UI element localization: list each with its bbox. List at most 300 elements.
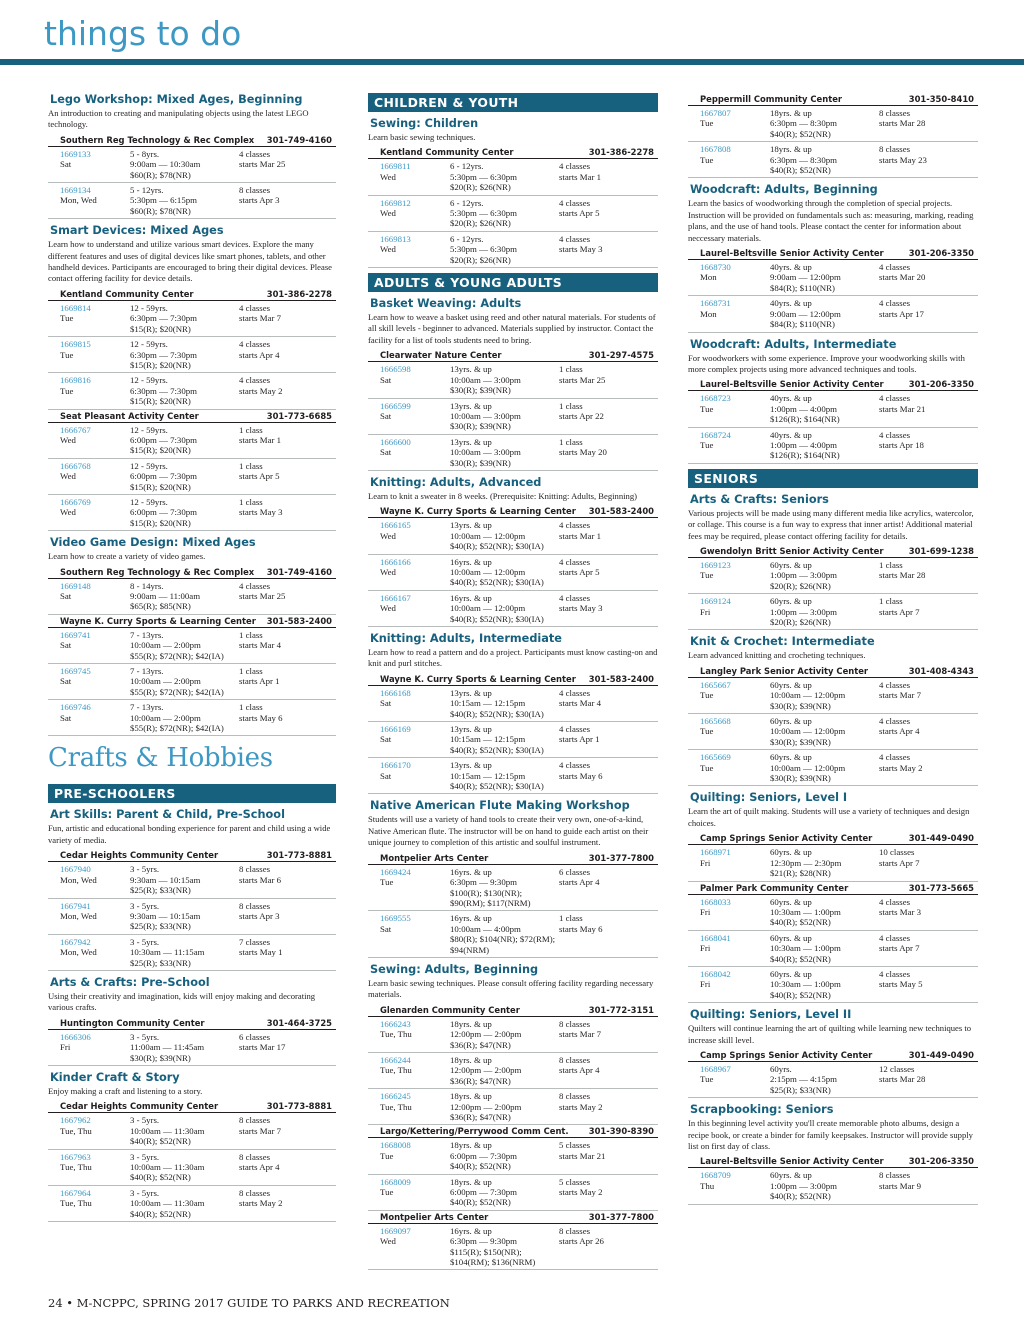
- offering-time: 10:00am — 12:00pm: [450, 530, 526, 541]
- offering-id-cell: [60, 375, 130, 406]
- offering-time: 12:00pm — 2:00pm: [450, 1029, 522, 1040]
- course-block: [48, 93, 336, 219]
- course-title: Lego Workshop: Mixed Ages, Beginning: [50, 93, 303, 106]
- activity-number[interactable]: 1668967: [700, 1063, 731, 1074]
- offering-start: starts Mar 20: [879, 272, 926, 283]
- offering-schedule-cell: [879, 680, 978, 711]
- activity-number[interactable]: 1666170: [380, 760, 411, 771]
- offering-age: 60yrs. & up: [770, 559, 812, 570]
- facility-name: Wayne K. Curry Sports & Learning Center: [60, 615, 256, 626]
- activity-number[interactable]: 1669745: [60, 666, 91, 677]
- offering-age: 18yrs. & up: [450, 1176, 492, 1187]
- offering-fee: $15(R); $20(NR): [130, 396, 191, 407]
- course-title: Woodcraft: Adults, Intermediate: [690, 337, 897, 351]
- facility-name: Camp Springs Senior Activity Center: [700, 1049, 873, 1060]
- course-description: Quilters will continue learning the art of quilting while learning new techniques to increase skill level.: [688, 1023, 972, 1045]
- activity-number[interactable]: 1666306: [60, 1031, 91, 1042]
- offering-detail-cell: [770, 716, 879, 747]
- offering-detail-cell: [770, 393, 879, 424]
- offering-classes: 8 classes: [559, 1225, 591, 1236]
- course-description: Learn how to create a variety of video games.: [48, 551, 206, 562]
- offering-age: 60yrs. & up: [770, 968, 812, 979]
- course-title: Woodcraft: Adults, Beginning: [690, 183, 878, 197]
- offering-day: Wed: [380, 603, 396, 614]
- offering-id-cell: [380, 1055, 450, 1086]
- facility-row: [368, 505, 658, 518]
- offering-detail-cell: [130, 1115, 239, 1146]
- facility-name: Camp Springs Senior Activity Center: [700, 833, 873, 844]
- activity-number[interactable]: 1668731: [700, 298, 731, 309]
- offering-day: Mon, Wed: [60, 195, 97, 206]
- offering-id-cell: [380, 401, 450, 432]
- facility-phone: 301-773-6685: [266, 410, 332, 421]
- offering-day: Fri: [700, 857, 711, 868]
- offering-fee: $20(R); $26(NR): [770, 580, 831, 591]
- offering-day: Wed: [60, 507, 76, 518]
- offering-schedule-cell: [879, 144, 978, 175]
- facility-row: [368, 146, 658, 159]
- offering-classes: 1 class: [559, 364, 583, 375]
- offering-detail-cell: [450, 688, 559, 719]
- offering-day: Mon, Wed: [60, 910, 97, 921]
- activity-number[interactable]: 1666600: [380, 436, 411, 447]
- offering-row: [48, 183, 336, 219]
- offering-row: [48, 664, 336, 700]
- activity-number[interactable]: 1666598: [380, 364, 411, 375]
- facility-row: [48, 1100, 336, 1113]
- facility-name: Cedar Heights Community Center: [60, 850, 219, 861]
- offering-detail-cell: [130, 666, 239, 697]
- offering-start: starts May 3: [559, 603, 603, 614]
- offering-age: 40yrs. & up: [770, 262, 812, 273]
- offering-row: [688, 391, 978, 427]
- offering-schedule-cell: [879, 1170, 978, 1201]
- offering-age: 16yrs. & up: [450, 913, 492, 924]
- offering-detail-cell: [450, 1055, 559, 1086]
- course-title: Video Game Design: Mixed Ages: [50, 536, 256, 550]
- activity-number[interactable]: 1668723: [700, 393, 731, 404]
- offering-classes: 4 classes: [239, 580, 271, 591]
- offering-row: [688, 1062, 978, 1098]
- offering-classes: 4 classes: [879, 429, 911, 440]
- activity-number[interactable]: 1669424: [380, 866, 411, 877]
- header-rule: [0, 59, 1024, 65]
- course-block: [688, 1103, 978, 1204]
- offering-time: 9:00am — 11:00am: [130, 591, 201, 601]
- offering-schedule-cell: [879, 393, 978, 424]
- offering-start: starts May 3: [239, 507, 283, 518]
- offering-age: 3 - 5yrs.: [130, 864, 160, 875]
- offering-time: 10:00am — 3:00pm: [450, 447, 521, 458]
- offering-time: 6:30pm — 9:30pm: [450, 1236, 517, 1247]
- offering-start: starts May 2: [559, 1101, 603, 1112]
- offering-day: Sat: [60, 640, 72, 651]
- activity-number[interactable]: 1669134: [60, 185, 91, 196]
- offering-id-cell: [700, 752, 770, 783]
- facility-phone: 301-206-3350: [908, 248, 974, 259]
- offering-start: starts Mar 1: [559, 171, 602, 182]
- offering-fee: $40(R); $52(NR): [130, 1208, 191, 1219]
- offering-start: starts Apr 1: [239, 676, 280, 687]
- activity-number[interactable]: 1669097: [380, 1225, 411, 1236]
- offering-time: 10:00am — 4:00pm: [450, 923, 521, 934]
- offering-age: 13yrs. & up: [450, 436, 492, 447]
- course-description: An introduction to creating and manipulating objects using the latest LEGO technology.: [48, 108, 309, 130]
- activity-number[interactable]: 1668042: [700, 968, 731, 979]
- offering-day: Wed: [380, 566, 396, 577]
- activity-number[interactable]: 1666165: [380, 520, 411, 531]
- course-title: Quilting: Seniors, Level I: [690, 791, 848, 805]
- offering-id-cell: [700, 262, 770, 293]
- offering-detail-cell: [770, 969, 879, 1000]
- facility-phone: 301-297-4575: [588, 350, 654, 361]
- offering-id-cell: [700, 596, 770, 627]
- offering-classes: 4 classes: [879, 716, 911, 727]
- course-description: For woodworkers with some experience. Improve your woodworking skills with more complex projects using more advanced techniques and tools.: [688, 352, 965, 374]
- offering-day: Fri: [60, 1042, 71, 1053]
- course-description: Fun, artistic and educational bonding experience for parent and child using a wide variety of media.: [48, 823, 331, 845]
- offering-fee: $15(R); $20(NR): [130, 481, 191, 492]
- offering-id-cell: [380, 161, 450, 192]
- activity-number[interactable]: 1666169: [380, 724, 411, 735]
- offering-fee: $84(R); $110(NR): [770, 282, 835, 293]
- activity-number[interactable]: 1667942: [60, 936, 91, 947]
- facility-phone: 301-773-8881: [266, 1101, 332, 1112]
- activity-number[interactable]: 1668724: [700, 429, 731, 440]
- offering-row: [368, 1138, 658, 1174]
- offering-row: [368, 1175, 658, 1211]
- offering-time: 10:30am — 1:00pm: [770, 943, 841, 954]
- activity-number[interactable]: 1666769: [60, 496, 91, 507]
- offering-start: starts Apr 22: [559, 410, 604, 421]
- offering-time: 9:30am — 10:15am: [130, 910, 201, 921]
- offering-id-cell: [700, 108, 770, 139]
- course-block: [48, 536, 336, 736]
- offering-classes: 1 class: [239, 629, 263, 640]
- offering-classes: 1 class: [559, 913, 583, 924]
- activity-number[interactable]: 1669813: [380, 233, 411, 244]
- offering-time: 10:00am — 12:00pm: [770, 690, 846, 701]
- course-title: Scrapbooking: Seniors: [690, 1103, 834, 1117]
- offering-schedule-cell: [879, 1064, 978, 1095]
- facility-row: [368, 349, 658, 362]
- offering-age: 60yrs. & up: [770, 896, 812, 907]
- activity-number[interactable]: 1667808: [700, 144, 731, 155]
- activity-number[interactable]: 1669555: [380, 913, 411, 924]
- offering-fee: $40(R); $52(NR): [770, 917, 831, 928]
- offering-detail-cell: [450, 913, 559, 955]
- offering-row: [48, 1113, 336, 1149]
- activity-number[interactable]: 1667964: [60, 1187, 91, 1198]
- offering-schedule-cell: [559, 760, 658, 791]
- offering-row: [368, 362, 658, 398]
- facility-phone: 301-583-2400: [588, 506, 654, 517]
- activity-number[interactable]: 1668009: [380, 1176, 411, 1187]
- activity-number[interactable]: 1666243: [380, 1018, 411, 1029]
- offering-schedule-cell: [879, 560, 978, 591]
- offering-row: [368, 1053, 658, 1089]
- offering-age: 16yrs. & up: [450, 866, 492, 877]
- facility-name: Laurel-Beltsville Senior Activity Center: [700, 248, 884, 259]
- offering-fee: $100(R); $130(NR); $90(RM); $117(NRM): [450, 887, 531, 908]
- offering-detail-cell: [770, 897, 879, 928]
- offering-day: Sat: [380, 698, 392, 709]
- offering-day: Tue, Thu: [60, 1162, 92, 1172]
- offering-start: starts Mar 9: [879, 1180, 922, 1191]
- activity-number[interactable]: 1665668: [700, 716, 731, 727]
- offering-start: starts Apr 7: [879, 943, 920, 954]
- page-footer: 24 • M-NCPPC, SPRING 2017 GUIDE TO PARKS AND RECREATION: [48, 1296, 450, 1310]
- activity-number[interactable]: 1665667: [700, 679, 731, 690]
- facility-row: [368, 673, 658, 686]
- activity-number[interactable]: 1667807: [700, 108, 731, 118]
- activity-number[interactable]: 1669741: [60, 629, 91, 640]
- offering-id-cell: [60, 937, 130, 968]
- course-title: Native American Flute Making Workshop: [370, 799, 630, 813]
- offering-detail-cell: [130, 375, 239, 406]
- offering-fee: $55(R); $72(NR); $42(IA): [130, 686, 224, 697]
- offering-time: 9:30am — 10:15am: [130, 874, 201, 885]
- offering-age: 6 - 12yrs.: [450, 197, 484, 208]
- offering-fee: $20(R); $26(NR): [770, 617, 831, 627]
- offering-time: 10:00am — 3:00pm: [450, 410, 521, 421]
- offering-fee: $60(R); $78(NR): [130, 169, 191, 180]
- offering-classes: 4 classes: [559, 760, 591, 771]
- offering-day: Wed: [380, 530, 396, 541]
- offering-fee: $55(R); $72(NR); $42(IA): [130, 650, 224, 661]
- offering-fee: $55(R); $72(NR); $42(IA): [130, 723, 224, 734]
- offering-start: starts May 6: [559, 923, 603, 934]
- offering-fee: $40(R); $52(NR): [770, 128, 831, 139]
- activity-number[interactable]: 1666245: [380, 1091, 411, 1102]
- offering-start: starts May 5: [879, 979, 923, 990]
- offering-day: Tue: [700, 154, 714, 165]
- offering-classes: 4 classes: [559, 233, 591, 244]
- activity-number[interactable]: 1666166: [380, 556, 411, 567]
- offering-day: Wed: [380, 1236, 396, 1247]
- offering-detail-cell: [770, 430, 879, 461]
- course-block: [688, 791, 978, 1003]
- activity-number[interactable]: 1666244: [380, 1054, 411, 1065]
- offering-day: Sat: [380, 923, 392, 934]
- offering-start: starts Apr 5: [239, 471, 280, 482]
- course-block: [48, 1071, 336, 1222]
- offering-row: [48, 495, 336, 531]
- activity-number[interactable]: 1669812: [380, 197, 411, 208]
- activity-number[interactable]: 1668730: [700, 262, 731, 273]
- offering-start: starts Apr 1: [559, 734, 600, 745]
- offering-fee: $126(R); $164(NR): [770, 450, 840, 461]
- offering-time: 1:00pm — 3:00pm: [770, 570, 837, 581]
- facility-phone: 301-377-7800: [588, 852, 654, 863]
- offering-id-cell: [60, 1152, 130, 1183]
- offering-row: [368, 865, 658, 912]
- offering-time: 10:00am — 12:00pm: [450, 603, 526, 614]
- offering-schedule-cell: [559, 724, 658, 755]
- offering-time: 10:30am — 1:00pm: [770, 906, 841, 917]
- offering-age: 8 - 14yrs.: [130, 580, 164, 591]
- offering-start: starts May 2: [879, 762, 923, 773]
- facility-name: Cedar Heights Community Center: [60, 1101, 219, 1112]
- activity-number[interactable]: 1666768: [60, 460, 91, 471]
- offering-age: 40yrs. & up: [770, 298, 812, 309]
- facility-name: Glenarden Community Center: [380, 1004, 520, 1015]
- activity-number[interactable]: 1669123: [700, 559, 731, 570]
- offering-detail-cell: [450, 520, 559, 551]
- course-block: [688, 635, 978, 786]
- activity-number[interactable]: 1669816: [60, 375, 91, 386]
- offering-id-cell: [380, 688, 450, 719]
- activity-number[interactable]: 1666599: [380, 400, 411, 411]
- activity-number[interactable]: 1669148: [60, 580, 91, 591]
- offering-day: Fri: [700, 606, 711, 617]
- facility-row: [48, 1017, 336, 1030]
- offering-schedule-cell: [879, 847, 978, 878]
- activity-number[interactable]: 1669133: [60, 148, 91, 159]
- offering-age: 60yrs. & up: [770, 716, 812, 727]
- activity-number[interactable]: 1667962: [60, 1115, 91, 1126]
- offering-row: [48, 899, 336, 935]
- offering-id-cell: [380, 364, 450, 395]
- offering-row: [368, 1224, 658, 1271]
- offering-classes: 7 classes: [239, 936, 271, 947]
- offering-classes: 8 classes: [239, 1187, 271, 1198]
- offering-classes: 4 classes: [879, 932, 911, 943]
- activity-number[interactable]: 1669814: [60, 302, 91, 313]
- offering-age: 6 - 12yrs.: [450, 233, 484, 244]
- activity-number[interactable]: 1669811: [380, 161, 411, 172]
- offering-time: 10:00am — 12:00pm: [770, 762, 846, 773]
- offering-fee: $20(R); $26(NR): [450, 182, 511, 193]
- offering-age: 60yrs. & up: [770, 596, 812, 607]
- offering-schedule-cell: [239, 702, 336, 733]
- column-left: [48, 93, 336, 1227]
- offering-classes: 1 class: [239, 702, 263, 713]
- course-block: [688, 1008, 978, 1098]
- offering-age: 60yrs. & up: [770, 752, 812, 763]
- course-description: Learn basic sewing techniques. Please consult offering facility regarding necessary materials.: [368, 977, 654, 1000]
- activity-number[interactable]: 1667963: [60, 1151, 91, 1162]
- offering-id-cell: [60, 185, 130, 216]
- offering-classes: 4 classes: [559, 161, 591, 172]
- facility-name: Southern Reg Technology & Rec Complex: [60, 566, 255, 577]
- offering-start: starts Mar 4: [559, 698, 602, 709]
- offering-age: 12 - 59yrs.: [130, 496, 168, 507]
- activity-number[interactable]: 1667941: [60, 900, 91, 911]
- offering-id-cell: [380, 557, 450, 588]
- offering-age: 60yrs. & up: [770, 932, 812, 943]
- offering-schedule-cell: [559, 1177, 658, 1208]
- offering-detail-cell: [450, 1019, 559, 1050]
- offering-time: 1:00pm — 4:00pm: [770, 439, 837, 450]
- offering-fee: $40(R); $52(NR); $30(IA): [450, 541, 544, 552]
- offering-time: 12:30pm — 2:30pm: [770, 857, 842, 868]
- offering-row: [688, 967, 978, 1003]
- offering-schedule-cell: [879, 596, 978, 627]
- course-title: Kinder Craft & Story: [50, 1070, 180, 1084]
- course-description: Learn how to read a pattern and do a project. Participants must know casting-on and knit and purl stitches.: [368, 647, 658, 669]
- offering-schedule-cell: [239, 375, 336, 406]
- course-description: Learn basic sewing techniques.: [368, 132, 476, 142]
- offering-row: [48, 423, 336, 459]
- offering-day: Tue: [700, 726, 714, 737]
- offering-detail-cell: [450, 1177, 559, 1208]
- activity-number[interactable]: 1665669: [700, 752, 731, 763]
- offering-age: 12 - 59yrs.: [130, 302, 168, 313]
- offering-fee: $40(R); $52(NR): [770, 989, 831, 1000]
- offering-age: 40yrs. & up: [770, 393, 812, 404]
- offering-row: [368, 911, 658, 958]
- offering-id-cell: [380, 867, 450, 909]
- offering-detail-cell: [130, 1152, 239, 1183]
- offering-id-cell: [380, 520, 450, 551]
- activity-number[interactable]: 1669746: [60, 702, 91, 713]
- offering-row: [368, 196, 658, 232]
- offering-schedule-cell: [559, 557, 658, 588]
- facility-name: Montpelier Arts Center: [380, 1211, 489, 1222]
- activity-number[interactable]: 1667940: [60, 864, 91, 875]
- course-description: Learn advanced knitting and crocheting techniques.: [688, 650, 866, 661]
- offering-id-cell: [700, 144, 770, 175]
- offering-row: [368, 591, 658, 627]
- offering-time: 11:00am — 11:45am: [130, 1042, 205, 1053]
- facility-name: Seat Pleasant Activity Center: [60, 410, 199, 421]
- offering-fee: $36(R); $47(NR): [450, 1039, 511, 1050]
- offering-day: Tue, Thu: [380, 1065, 412, 1076]
- offering-classes: 6 classes: [239, 1031, 271, 1042]
- offering-age: 16yrs. & up: [450, 1225, 492, 1236]
- activity-number[interactable]: 1668033: [700, 896, 731, 907]
- offering-start: starts May 1: [239, 947, 283, 958]
- offering-id-cell: [60, 425, 130, 456]
- offering-fee: $40(R); $52(NR): [450, 1197, 511, 1208]
- offering-start: starts Apr 4: [879, 726, 920, 737]
- activity-number[interactable]: 1668709: [700, 1170, 731, 1181]
- activity-number[interactable]: 1666167: [380, 592, 411, 603]
- offering-schedule-cell: [559, 593, 658, 624]
- facility-phone: 301-773-8881: [266, 850, 332, 861]
- offering-schedule-cell: [559, 161, 658, 192]
- offering-detail-cell: [450, 234, 559, 265]
- activity-number[interactable]: 1666168: [380, 687, 411, 698]
- activity-number[interactable]: 1668041: [700, 932, 731, 943]
- activity-number[interactable]: 1669815: [60, 339, 91, 350]
- offering-detail-cell: [450, 364, 559, 395]
- activity-number[interactable]: 1666767: [60, 424, 91, 435]
- activity-number[interactable]: 1668971: [700, 847, 731, 858]
- activity-number[interactable]: 1668008: [380, 1140, 411, 1151]
- offering-age: 18yrs. & up: [450, 1091, 492, 1102]
- offering-start: starts Mar 7: [239, 1125, 282, 1136]
- offering-day: Wed: [380, 208, 396, 219]
- offering-schedule-cell: [879, 969, 978, 1000]
- offering-time: 6:30pm — 7:30pm: [130, 313, 197, 324]
- offering-schedule-cell: [559, 1019, 658, 1050]
- offering-detail-cell: [130, 339, 239, 370]
- offering-schedule-cell: [239, 461, 336, 492]
- offering-id-cell: [700, 1170, 770, 1201]
- offering-day: Tue: [700, 1074, 714, 1085]
- offering-row: [688, 142, 978, 178]
- facility-phone: 301-206-3350: [908, 379, 974, 390]
- offering-row: [688, 106, 978, 142]
- offering-start: starts Mar 28: [879, 570, 926, 581]
- offering-day: Mon: [700, 308, 717, 319]
- activity-number[interactable]: 1669124: [700, 596, 731, 607]
- offering-fee: $40(R); $52(NR): [770, 165, 831, 176]
- offering-start: starts Mar 28: [879, 1074, 926, 1085]
- offering-start: starts Apr 3: [239, 195, 280, 206]
